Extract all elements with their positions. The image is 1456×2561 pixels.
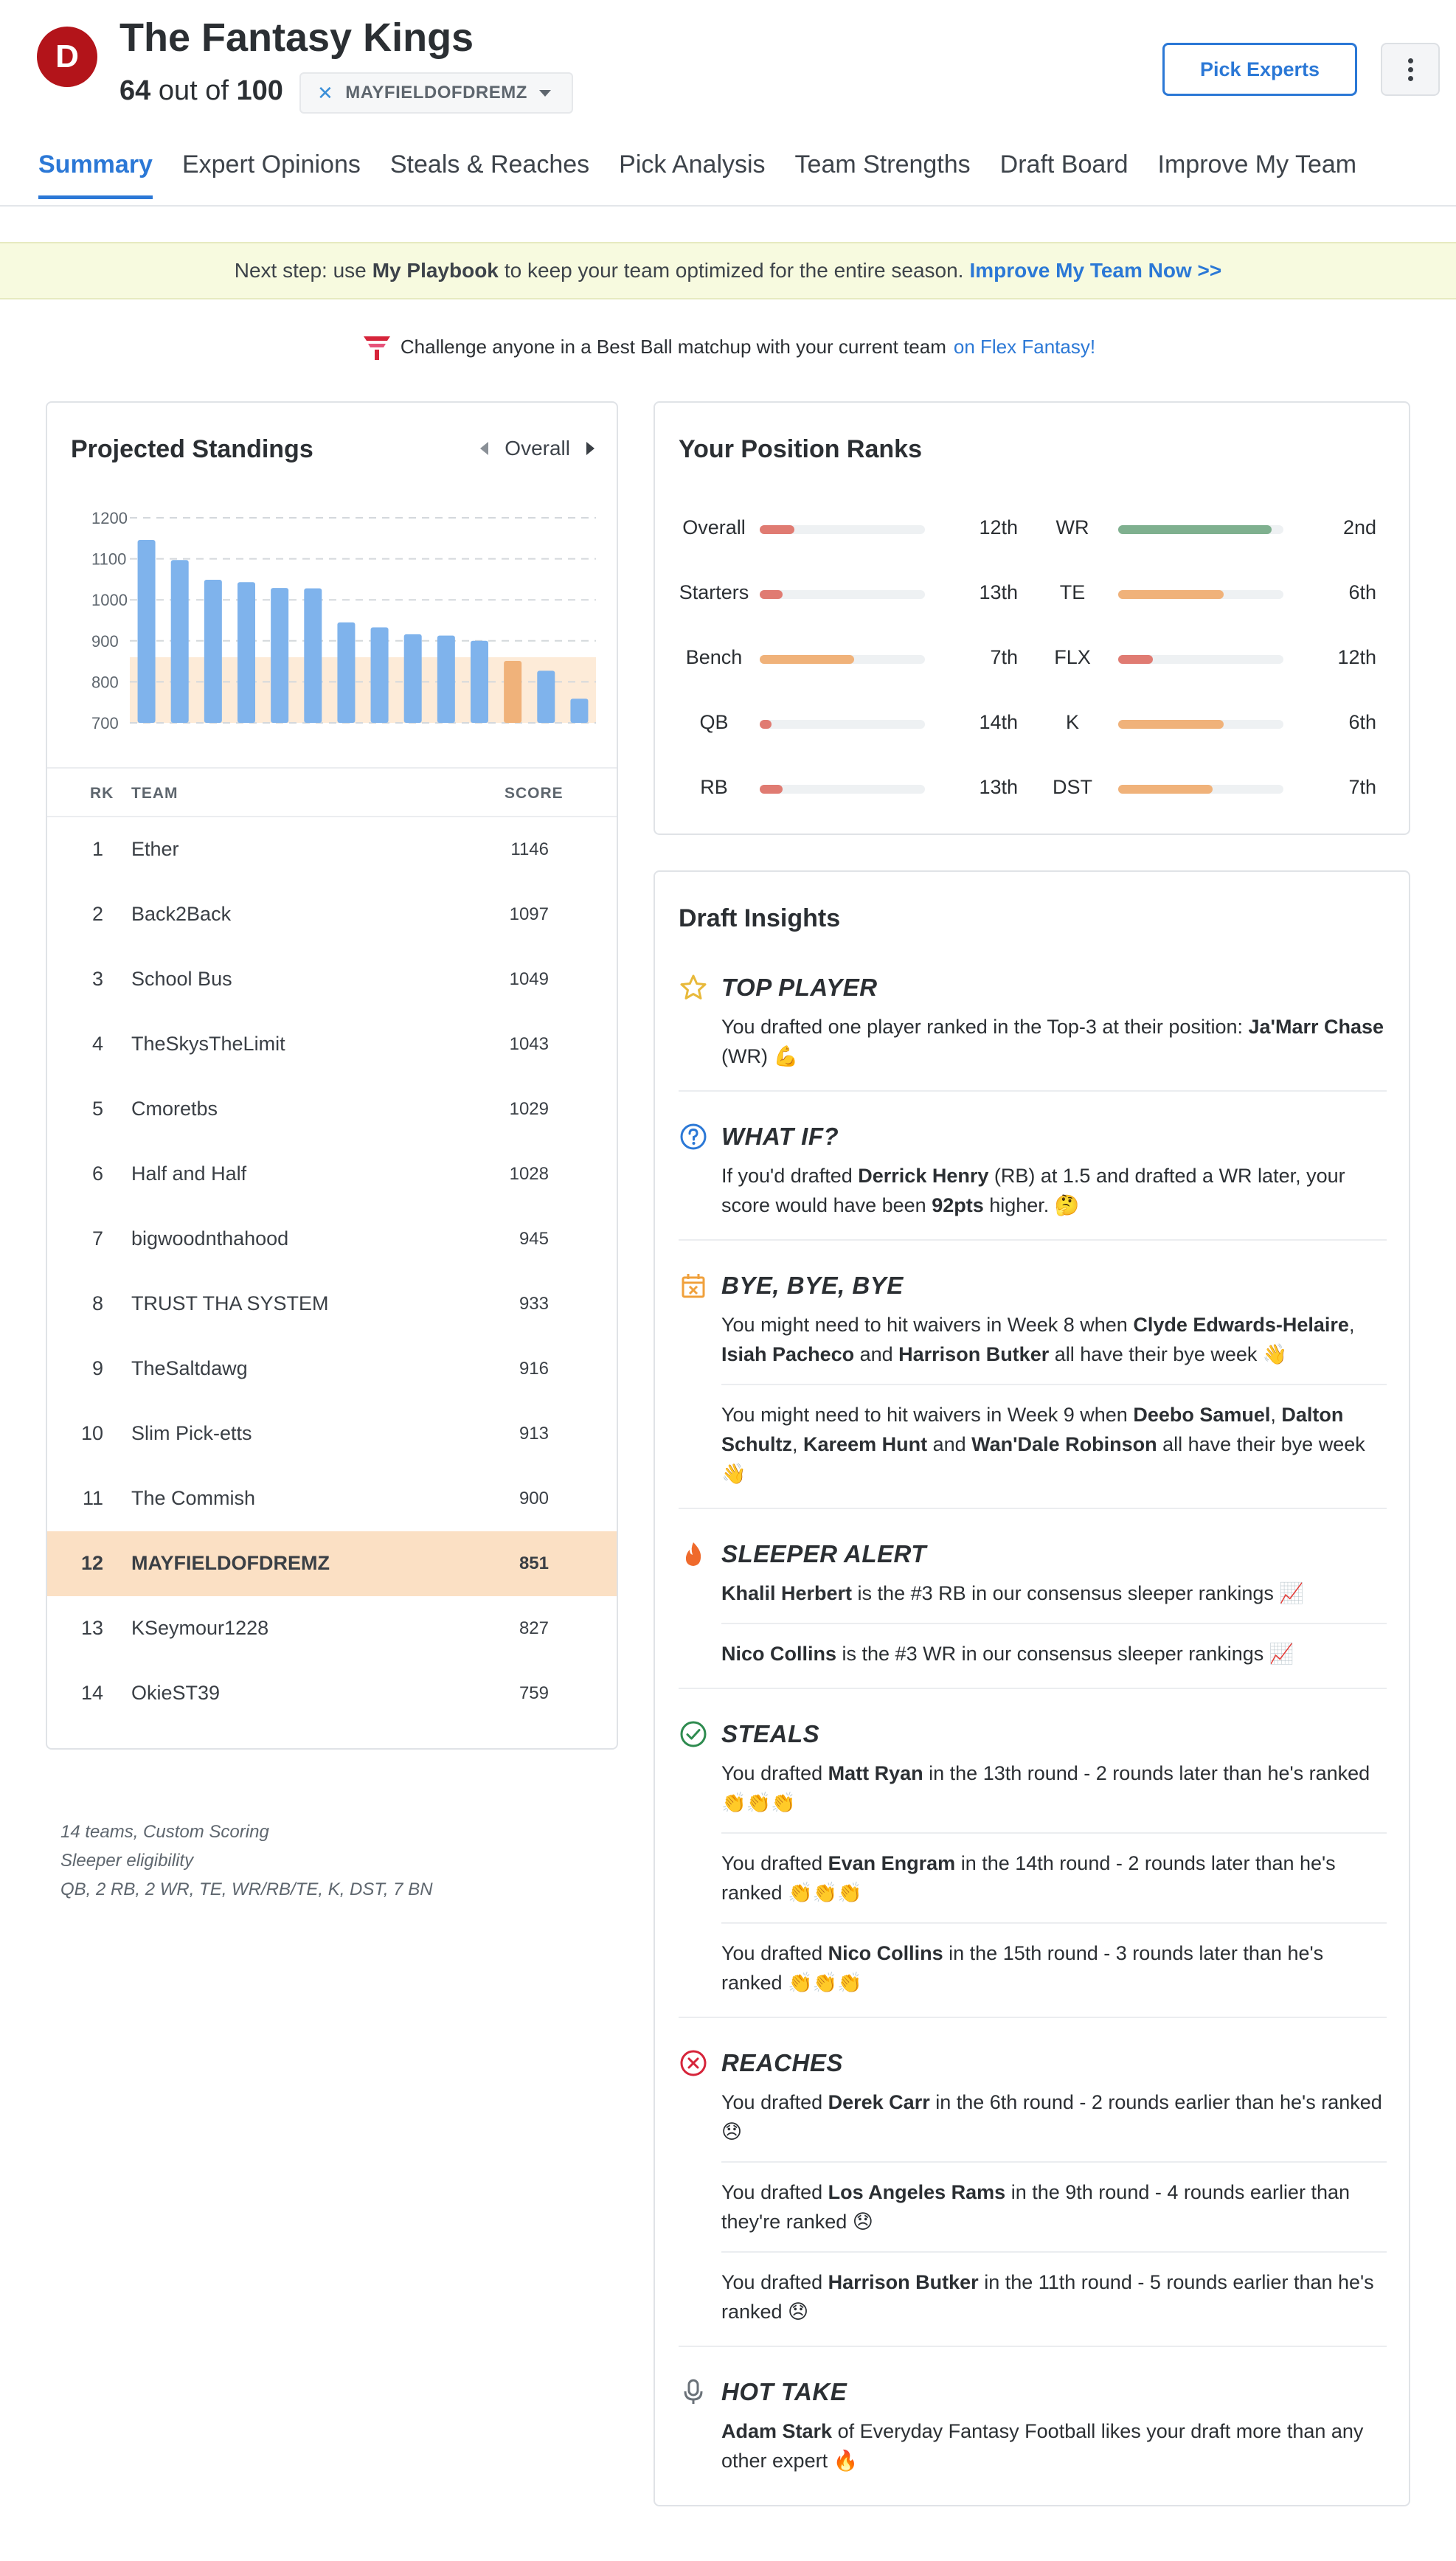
row-score: 933 — [519, 1294, 549, 1314]
row-team-name: TRUST THA SYSTEM — [131, 1292, 329, 1314]
chart-bar — [171, 560, 189, 723]
standings-selector-label: Overall — [505, 437, 570, 460]
playoff-band — [130, 657, 596, 723]
player-name: Matt Ryan — [828, 1762, 923, 1784]
insight-divider — [721, 1384, 1387, 1385]
position-rank-overall — [677, 513, 1024, 543]
standings-chart — [47, 499, 620, 742]
insight-text-segment: You drafted — [721, 2181, 828, 2203]
tab-draft-board[interactable]: Draft Board — [999, 150, 1129, 179]
insight-section-title: REACHES — [721, 2049, 843, 2076]
kebab-dot-icon — [1408, 67, 1413, 72]
league-note-line: Sleeper eligibility — [60, 1851, 194, 1871]
position-label: TE — [1059, 581, 1086, 603]
row-rank: 6 — [91, 1162, 103, 1185]
insight-divider — [721, 2251, 1387, 2253]
insight-section-title: TOP PLAYER — [721, 974, 878, 1001]
chevron-down-icon — [539, 90, 551, 97]
insight-text — [721, 2416, 1387, 2475]
row-score: 900 — [519, 1489, 549, 1508]
insight-section-header — [679, 1267, 1387, 1304]
row-score: 1146 — [510, 839, 549, 859]
player-name: Wan'Dale Robinson — [971, 1433, 1157, 1455]
next-arrow-icon[interactable] — [586, 442, 594, 455]
league-settings-note — [60, 1817, 433, 1904]
position-label: DST — [1053, 776, 1092, 798]
player-name: Evan Engram — [828, 1852, 956, 1874]
rank-bar — [1118, 525, 1283, 534]
tab-summary[interactable]: Summary — [38, 150, 153, 199]
insight-text-segment: You drafted — [721, 1942, 828, 1964]
row-rank: 5 — [91, 1098, 103, 1120]
insight-text-segment: You drafted — [721, 2091, 828, 2113]
chart-bar — [471, 641, 488, 723]
insight-text-segment: (WR) 💪 — [721, 1045, 799, 1067]
previous-arrow-icon[interactable] — [480, 442, 488, 455]
player-name: Derek Carr — [828, 2091, 930, 2113]
row-rank: 4 — [91, 1033, 103, 1055]
insight-text — [721, 1310, 1387, 1369]
flex-fantasy-logo-icon — [361, 330, 393, 363]
rank-bar — [760, 720, 925, 729]
insight-text-segment: in the 6th round - 2 rounds earlier than he's ranked 😞 — [721, 2091, 1382, 2143]
insight-text-segment: higher. 🤔 — [983, 1194, 1080, 1216]
player-name: Los Angeles Rams — [828, 2181, 1006, 2203]
pick-experts-button[interactable]: Pick Experts — [1162, 43, 1357, 96]
rank-bar — [760, 590, 925, 599]
position-label: K — [1065, 711, 1079, 733]
rank-bar-fill — [1118, 525, 1272, 534]
y-tick-label: 800 — [91, 673, 119, 692]
insight-section-title: HOT TAKE — [721, 2378, 847, 2405]
page-header — [0, 0, 1456, 207]
row-team-name: MAYFIELDOFDREMZ — [131, 1552, 330, 1574]
rank-value: 2nd — [1342, 516, 1376, 538]
insight-text-segment: and — [854, 1343, 899, 1365]
tab-pick-analysis[interactable]: Pick Analysis — [619, 150, 766, 179]
player-name: Adam Stark — [721, 2420, 833, 2442]
rank-bar-fill — [760, 655, 854, 664]
insight-text-segment: You drafted — [721, 1762, 828, 1784]
row-score: 1043 — [509, 1034, 549, 1054]
row-rank: 12 — [80, 1552, 103, 1574]
close-icon[interactable]: ✕ — [317, 81, 334, 104]
insight-text-segment: in the 14th round - 2 rounds later than he's ranked 👏👏👏 — [721, 1852, 1336, 1904]
position-label: FLX — [1054, 646, 1091, 668]
position-rank-dst — [1036, 773, 1382, 803]
row-score: 916 — [519, 1359, 549, 1379]
position-label: Overall — [682, 516, 746, 538]
chart-bar-my-team — [504, 661, 521, 723]
position-rank-rb — [677, 773, 1024, 803]
standings-table-header — [47, 767, 617, 817]
microphone-icon — [679, 2377, 708, 2407]
banner-prefix: Next step: use — [234, 259, 367, 282]
kebab-dot-icon — [1408, 58, 1413, 63]
insight-text-segment: , — [1348, 1314, 1355, 1336]
row-team-name: Ether — [131, 838, 179, 860]
position-rank-qb — [677, 708, 1024, 738]
improve-team-link[interactable]: Improve My Team Now >> — [969, 259, 1222, 282]
rank-bar-fill — [760, 785, 783, 794]
tab-steals-reaches[interactable]: Steals & Reaches — [389, 150, 590, 179]
insight-section-bye-bye-bye — [679, 1261, 1387, 1509]
insight-text-segment: in the 11th round - 5 rounds earlier than he's ranked 😞 — [721, 2271, 1374, 2323]
rank-value: 7th — [990, 646, 1018, 668]
player-name: Dalton Schultz — [721, 1404, 1344, 1455]
more-menu-button[interactable] — [1381, 43, 1440, 96]
position-rank-bench — [677, 643, 1024, 673]
score-max: 100 — [236, 75, 283, 106]
table-row[interactable] — [47, 1466, 617, 1531]
insight-text-segment: You might need to hit waivers in Week 9 when — [721, 1404, 1134, 1426]
row-team-name: The Commish — [131, 1487, 256, 1509]
projected-standings-card — [46, 401, 618, 1750]
rank-bar-fill — [1118, 655, 1153, 664]
row-rank: 11 — [82, 1487, 103, 1509]
position-label: RB — [700, 776, 728, 798]
row-score: 945 — [519, 1229, 549, 1249]
row-team-name: TheSaltdawg — [131, 1357, 248, 1379]
row-team-name: KSeymour1228 — [131, 1617, 269, 1639]
player-name: 92pts — [932, 1194, 984, 1216]
banner-playbook: My Playbook — [372, 259, 499, 282]
insight-divider — [721, 1623, 1387, 1624]
table-row[interactable] — [47, 1142, 617, 1207]
team-name: The Fantasy Kings — [119, 15, 474, 60]
draft-insights-card — [654, 870, 1410, 2506]
rank-bar — [760, 785, 925, 794]
row-score: 827 — [519, 1618, 549, 1638]
insight-text-segment: in the 9th round - 4 rounds earlier than they're ranked 😞 — [721, 2181, 1350, 2233]
x-circle-icon — [679, 2048, 708, 2078]
y-tick-label: 1000 — [91, 591, 128, 610]
insight-text — [721, 1639, 1387, 1668]
insight-section-header — [679, 2045, 1387, 2082]
position-label: WR — [1055, 516, 1089, 538]
insight-text-segment: You might need to hit waivers in Week 8 when — [721, 1314, 1134, 1336]
rank-bar-fill — [760, 525, 794, 534]
position-label: QB — [699, 711, 729, 733]
chart-bar — [238, 582, 255, 723]
check-circle-icon — [679, 1719, 708, 1749]
position-ranks-card — [654, 401, 1410, 835]
row-rank: 13 — [80, 1617, 103, 1639]
rank-value: 12th — [1337, 646, 1376, 668]
rank-bar — [1118, 590, 1283, 599]
insight-text-segment: of Everyday Fantasy Football likes your draft more than any other expert 🔥 — [721, 2420, 1364, 2472]
insight-text-segment: If you'd drafted — [721, 1165, 859, 1187]
row-team-name: Half and Half — [131, 1162, 247, 1185]
tab-team-strengths[interactable]: Team Strengths — [794, 150, 971, 179]
position-ranks-title: Your Position Ranks — [679, 435, 922, 463]
standings-title: Projected Standings — [71, 435, 313, 463]
table-row[interactable] — [47, 882, 617, 947]
kebab-dot-icon — [1408, 76, 1413, 81]
chart-bar — [404, 634, 422, 723]
table-row-my-team[interactable] — [47, 1531, 617, 1596]
y-tick-label: 900 — [91, 631, 119, 651]
player-name: Deebo Samuel — [1133, 1404, 1271, 1426]
insight-section-header — [679, 1536, 1387, 1573]
flex-fantasy-link[interactable]: on Flex Fantasy! — [953, 335, 1096, 358]
row-team-name: Cmoretbs — [131, 1098, 218, 1120]
insight-section-header — [679, 2374, 1387, 2411]
row-rank: 14 — [80, 1682, 103, 1704]
table-row[interactable] — [47, 947, 617, 1012]
team-selector-label: MAYFIELDOFDREMZ — [345, 83, 527, 103]
insight-section-header — [679, 1118, 1387, 1155]
row-score: 913 — [519, 1424, 549, 1444]
position-rank-k — [1036, 708, 1382, 738]
insight-text — [721, 2087, 1387, 2146]
insight-section-top-player — [679, 963, 1387, 1092]
row-score: 1097 — [509, 904, 549, 924]
table-row[interactable] — [47, 1401, 617, 1466]
banner-middle: to keep your team optimized for the entire season. — [504, 259, 964, 282]
rank-bar-fill — [1118, 590, 1224, 599]
insight-text-segment: all have their bye week 👋 — [721, 1433, 1365, 1485]
question-circle-icon — [679, 1122, 708, 1151]
chart-bar — [371, 627, 389, 723]
position-rank-flx — [1036, 643, 1382, 673]
insight-text — [721, 1012, 1387, 1071]
league-note-line: 14 teams, Custom Scoring — [60, 1822, 269, 1842]
league-note-line: QB, 2 RB, 2 WR, TE, WR/RB/TE, K, DST, 7 BN — [60, 1879, 433, 1899]
insight-text-segment: and — [927, 1433, 972, 1455]
insight-section-steals — [679, 1710, 1387, 2018]
position-label: Bench — [685, 646, 743, 668]
rank-bar-fill — [760, 590, 783, 599]
insight-text-segment: is the #3 RB in our consensus sleeper rankings 📈 — [852, 1582, 1304, 1604]
insight-text-segment: all have their bye week 👋 — [1049, 1343, 1288, 1365]
score-mid: out of — [158, 75, 229, 106]
row-score: 759 — [519, 1683, 549, 1703]
insight-section-title: BYE, BYE, BYE — [721, 1272, 904, 1299]
team-score — [119, 75, 283, 107]
row-score: 1049 — [509, 969, 549, 989]
row-rank: 2 — [91, 903, 103, 925]
row-rank: 8 — [91, 1292, 103, 1314]
player-name: Clyde Edwards-Helaire — [1133, 1314, 1349, 1336]
flex-fantasy-promo — [0, 330, 1456, 363]
tab-bar — [38, 150, 1386, 199]
next-step-banner — [0, 242, 1456, 299]
col-rank: RK — [90, 785, 114, 802]
row-rank: 7 — [91, 1227, 103, 1250]
row-score: 1029 — [509, 1099, 549, 1119]
player-name: Kareem Hunt — [803, 1433, 928, 1455]
rank-bar — [760, 655, 925, 664]
standings-selector — [480, 437, 594, 460]
insight-text — [721, 2177, 1387, 2236]
insight-text — [721, 1758, 1387, 1817]
y-tick-label: 1100 — [91, 550, 127, 569]
insight-text — [721, 1848, 1387, 1907]
insight-text-segment: is the #3 WR in our consensus sleeper rankings 📈 — [836, 1643, 1294, 1665]
row-score: 1028 — [509, 1164, 549, 1184]
player-name: Nico Collins — [828, 1942, 943, 1964]
team-selector[interactable] — [299, 72, 573, 114]
insight-section-what-if- — [679, 1112, 1387, 1241]
rank-value: 6th — [1348, 581, 1376, 603]
insight-text — [721, 1578, 1387, 1608]
row-rank: 9 — [91, 1357, 103, 1379]
col-team: TEAM — [131, 785, 178, 802]
insight-text — [721, 1161, 1387, 1220]
rank-value: 12th — [979, 516, 1018, 538]
player-name: Derrick Henry — [858, 1165, 989, 1187]
chart-bar — [437, 636, 455, 723]
chart-bar — [537, 670, 555, 723]
chart-bar — [570, 699, 588, 723]
insight-text-segment: (RB) at 1.5 and drafted a WR later, your score would have been — [721, 1165, 1345, 1216]
insight-text — [721, 2267, 1387, 2326]
player-name: Nico Collins — [721, 1643, 837, 1665]
position-label: Starters — [679, 581, 749, 603]
rank-bar-fill — [1118, 785, 1213, 794]
star-icon — [679, 973, 708, 1002]
rank-bar — [1118, 655, 1283, 664]
draft-insights-title: Draft Insights — [679, 904, 841, 932]
player-name: Khalil Herbert — [721, 1582, 853, 1604]
rank-bar — [1118, 785, 1283, 794]
table-row[interactable] — [47, 1661, 617, 1726]
position-rank-wr — [1036, 513, 1382, 543]
player-name: Ja'Marr Chase — [1248, 1016, 1384, 1038]
insight-section-title: STEALS — [721, 1720, 820, 1747]
chart-bar — [304, 589, 322, 723]
insight-text-segment: You drafted — [721, 2271, 828, 2293]
row-rank: 1 — [91, 838, 103, 860]
avatar: D — [37, 27, 97, 87]
insight-text-segment: You drafted — [721, 1852, 828, 1874]
insight-text-segment: , — [1270, 1404, 1282, 1426]
insight-section-hot-take — [679, 2368, 1387, 2495]
row-team-name: School Bus — [131, 968, 232, 990]
insight-section-header — [679, 969, 1387, 1006]
insight-section-title: WHAT IF? — [721, 1123, 839, 1150]
table-row[interactable] — [47, 817, 617, 882]
flame-icon — [679, 1539, 708, 1569]
position-rank-starters — [677, 578, 1024, 608]
insight-text — [721, 1938, 1387, 1997]
insight-section-header — [679, 1716, 1387, 1753]
player-name: Isiah Pacheco — [721, 1343, 855, 1365]
insight-section-reaches — [679, 2039, 1387, 2347]
rank-bar-fill — [1118, 720, 1224, 729]
standings-bar-chart — [47, 499, 620, 742]
flex-text: Challenge anyone in a Best Ball matchup with your current team — [400, 335, 946, 358]
rank-value: 6th — [1348, 711, 1376, 733]
rank-value: 7th — [1348, 776, 1376, 798]
insight-divider — [721, 2161, 1387, 2163]
row-rank: 3 — [91, 968, 103, 990]
rank-value: 14th — [979, 711, 1018, 733]
row-team-name: OkieST39 — [131, 1682, 221, 1704]
insight-section-title: SLEEPER ALERT — [721, 1540, 926, 1567]
rank-value: 13th — [979, 776, 1018, 798]
y-tick-label: 1200 — [91, 509, 128, 527]
table-row[interactable] — [47, 1077, 617, 1142]
table-row[interactable] — [47, 1012, 617, 1077]
tab-improve-my-team[interactable]: Improve My Team — [1157, 150, 1357, 179]
score-value: 64 — [119, 75, 151, 106]
calendar-x-icon — [679, 1271, 708, 1300]
position-rank-te — [1036, 578, 1382, 608]
standings-table-body — [47, 817, 617, 1726]
insight-text — [721, 1400, 1387, 1489]
col-score: SCORE — [505, 785, 564, 802]
player-name: Harrison Butker — [828, 2271, 979, 2293]
rank-value: 13th — [979, 581, 1018, 603]
chart-bar — [337, 623, 355, 723]
rank-bar — [760, 525, 925, 534]
chart-bar — [271, 588, 288, 723]
insight-section-sleeper-alert — [679, 1530, 1387, 1689]
row-rank: 10 — [80, 1422, 103, 1444]
table-row[interactable] — [47, 1596, 617, 1661]
y-tick-label: 700 — [91, 714, 119, 732]
row-team-name: Back2Back — [131, 903, 232, 925]
insight-text-segment: in the 13th round - 2 rounds later than he's ranked 👏👏👏 — [721, 1762, 1370, 1814]
rank-bar — [1118, 720, 1283, 729]
insight-text-segment: in the 15th round - 3 rounds later than he's ranked 👏👏👏 — [721, 1942, 1324, 1994]
row-team-name: TheSkysTheLimit — [131, 1033, 285, 1055]
row-score: 851 — [519, 1553, 549, 1573]
table-row[interactable] — [47, 1207, 617, 1272]
insight-divider — [721, 1922, 1387, 1924]
row-team-name: bigwoodnthahood — [131, 1227, 289, 1250]
insight-sections — [679, 963, 1387, 2515]
table-row[interactable] — [47, 1272, 617, 1337]
table-row[interactable] — [47, 1337, 617, 1401]
rank-bar-fill — [760, 720, 772, 729]
player-name: Harrison Butker — [898, 1343, 1050, 1365]
tab-expert-opinions[interactable]: Expert Opinions — [181, 150, 361, 179]
chart-bar — [204, 580, 222, 723]
insight-text-segment: You drafted one player ranked in the Top-3 at their position: — [721, 1016, 1249, 1038]
row-team-name: Slim Pick-etts — [131, 1422, 252, 1444]
chart-bar — [138, 540, 156, 723]
insight-divider — [721, 1832, 1387, 1834]
insight-text-segment: , — [792, 1433, 804, 1455]
